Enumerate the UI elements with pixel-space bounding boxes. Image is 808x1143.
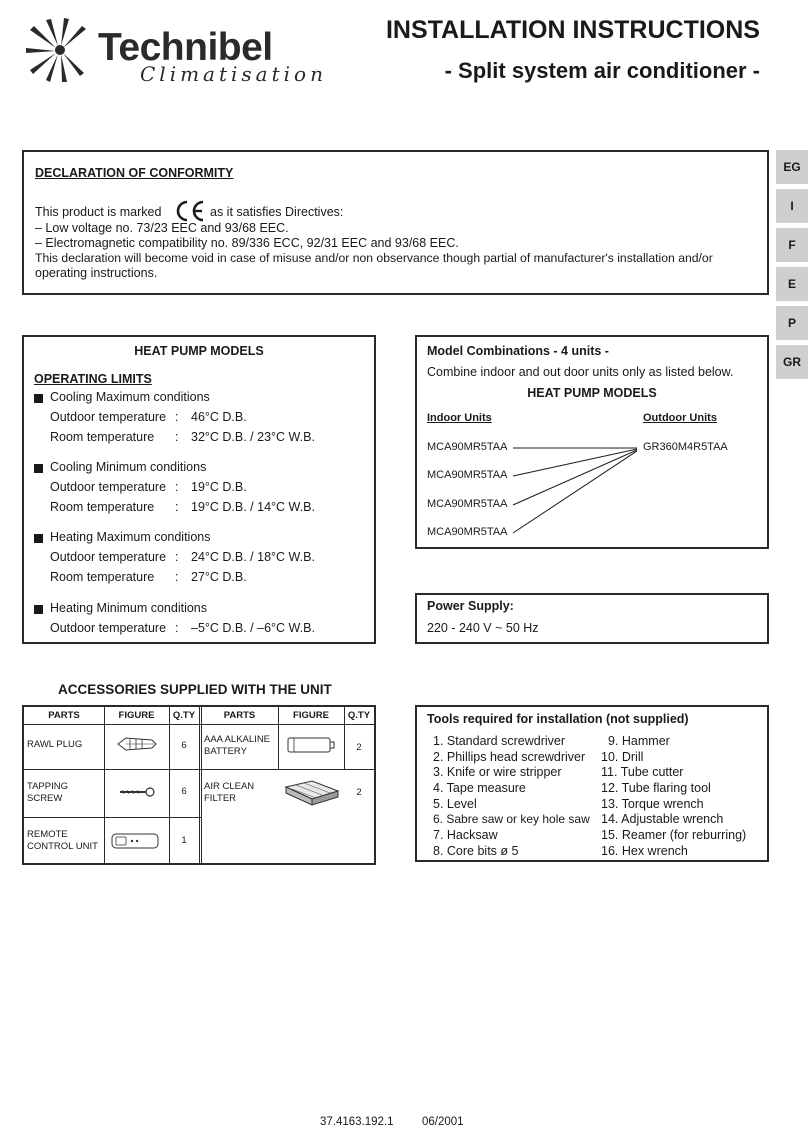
screw-figure xyxy=(118,785,158,799)
connection-line xyxy=(513,451,637,533)
tool-item: 8. Core bits ø 5 xyxy=(433,844,519,858)
document-footer xyxy=(320,1116,464,1128)
part-name: AIR CLEAN xyxy=(204,781,255,792)
part-name: TAPPING xyxy=(27,781,68,792)
limit-row-colon: : xyxy=(175,410,179,424)
operating-limits-heading: OPERATING LIMITS xyxy=(34,372,152,386)
connection-lines xyxy=(417,337,767,547)
connection-line xyxy=(513,450,637,505)
tool-item: 16. Hex wrench xyxy=(601,844,688,858)
limit-row-colon: : xyxy=(175,480,179,494)
tools-required xyxy=(415,705,769,862)
indoor-unit-model: MCA90MR5TAA xyxy=(427,498,508,510)
language-tab-i[interactable]: I xyxy=(776,189,808,223)
limit-row-value: 27°C D.B. xyxy=(191,570,247,584)
tool-item: 12. Tube flaring tool xyxy=(601,781,711,795)
power-supply-heading: Power Supply: xyxy=(427,599,514,613)
heat-pump-title: HEAT PUMP MODELS xyxy=(134,344,264,358)
part-name: RAWL PLUG xyxy=(27,739,83,750)
bullet-square-icon xyxy=(34,605,43,614)
header-figure: FIGURE xyxy=(118,710,155,721)
bullet-square-icon xyxy=(34,534,43,543)
brand-subtitle: Climatisation xyxy=(140,62,327,86)
bullet-square-icon xyxy=(34,464,43,473)
tool-item: 15. Reamer (for reburring) xyxy=(601,828,747,842)
battery-figure xyxy=(286,735,338,755)
document-date: 06/2001 xyxy=(421,1116,464,1128)
page-title: INSTALLATION INSTRUCTIONS xyxy=(385,16,760,44)
header-qty: Q.TY xyxy=(172,710,196,721)
part-name: CONTROL UNIT xyxy=(27,841,98,852)
part-qty: 2 xyxy=(356,742,362,753)
header-parts: PARTS xyxy=(223,710,256,721)
table-rule xyxy=(201,707,202,863)
model-combinations-subheading: HEAT PUMP MODELS xyxy=(527,386,657,400)
limit-row-colon: : xyxy=(175,550,179,564)
limit-row-colon: : xyxy=(175,621,179,635)
limit-row-value: 32°C D.B. / 23°C W.B. xyxy=(191,430,315,444)
tools-heading: Tools required for installation (not supplied) xyxy=(427,712,689,726)
language-tab-gr[interactable]: GR xyxy=(776,345,808,379)
limit-row-name: Outdoor temperature xyxy=(50,480,167,494)
limit-row-value: 24°C D.B. / 18°C W.B. xyxy=(191,550,315,564)
declaration-directives-text: as it satisfies Directives: xyxy=(210,205,344,219)
model-combinations-note: Combine indoor and out door units only as listed below. xyxy=(427,365,734,379)
page-subtitle: - Split system air conditioner - xyxy=(444,58,760,83)
declaration-emc: – Electromagnetic compatibility no. 89/336 ECC, 92/31 EEC and 93/68 EEC. xyxy=(35,236,459,250)
indoor-units-label: Indoor Units xyxy=(427,412,492,424)
part-qty: 1 xyxy=(181,835,187,846)
limit-section-label: Heating Maximum conditions xyxy=(50,530,211,544)
limit-row-value: 46°C D.B. xyxy=(191,410,247,424)
remote-control-figure xyxy=(110,831,162,851)
tool-item: 13. Torque wrench xyxy=(601,797,704,811)
limit-row-name: Outdoor temperature xyxy=(50,550,167,564)
language-tab-p[interactable]: P xyxy=(776,306,808,340)
table-rule xyxy=(24,817,201,818)
tool-item: 3. Knife or wire stripper xyxy=(433,765,562,779)
ce-mark-icon xyxy=(174,200,206,222)
accessories-table xyxy=(22,705,376,865)
limit-row-value: 19°C D.B. xyxy=(191,480,247,494)
part-name: REMOTE xyxy=(27,829,68,840)
document-code: 37.4163.192.1 xyxy=(320,1116,394,1128)
part-qty: 6 xyxy=(181,740,187,751)
tool-item: 9. Hammer xyxy=(608,734,670,748)
indoor-unit-model: MCA90MR5TAA xyxy=(427,526,508,538)
tool-item: 10. Drill xyxy=(601,750,644,764)
tool-item: 6. Sabre saw or key hole saw xyxy=(433,812,590,826)
declaration-marked-text: This product is marked xyxy=(35,205,162,219)
header-figure: FIGURE xyxy=(293,710,329,721)
brand-wordmark: Technibel xyxy=(98,26,273,69)
tool-item: 1. Standard screwdriver xyxy=(433,734,566,748)
limit-row-name: Room temperature xyxy=(50,430,155,444)
heat-pump-operating-limits xyxy=(22,335,376,644)
outdoor-units-label: Outdoor Units xyxy=(643,412,717,424)
declaration-void-note-cont: operating instructions. xyxy=(35,266,158,280)
declaration-heading: DECLARATION OF CONFORMITY xyxy=(35,166,234,180)
filter-figure xyxy=(282,777,342,809)
bullet-square-icon xyxy=(34,394,43,403)
table-rule xyxy=(104,707,105,863)
limit-row-colon: : xyxy=(175,570,179,584)
declaration-low-voltage: – Low voltage no. 73/23 EEC and 93/68 EEC. xyxy=(35,221,289,235)
model-combinations xyxy=(415,335,769,549)
power-supply-value: 220 - 240 V ~ 50 Hz xyxy=(427,621,539,635)
limit-section-label: Cooling Maximum conditions xyxy=(50,390,210,404)
tool-item: 14. Adjustable wrench xyxy=(601,812,724,826)
tool-item: 4. Tape measure xyxy=(433,781,526,795)
header-qty: Q.TY xyxy=(347,710,371,721)
part-qty: 2 xyxy=(356,787,362,798)
limit-row-value: 19°C D.B. / 14°C W.B. xyxy=(191,500,315,514)
connection-line xyxy=(513,449,637,476)
tool-item: 11. Tube cutter xyxy=(601,765,684,779)
part-name: FILTER xyxy=(204,793,237,804)
accessories-title: ACCESSORIES SUPPLIED WITH THE UNIT xyxy=(58,682,332,697)
limit-row-value: –5°C D.B. / –6°C W.B. xyxy=(191,621,315,635)
header-parts: PARTS xyxy=(48,710,80,721)
part-qty: 6 xyxy=(181,786,187,797)
limit-row-colon: : xyxy=(175,500,179,514)
limit-row-name: Outdoor temperature xyxy=(50,410,167,424)
part-name: SCREW xyxy=(27,793,63,804)
language-tab-eg[interactable]: EG xyxy=(776,150,808,184)
tool-item: 5. Level xyxy=(433,797,477,811)
limit-row-name: Room temperature xyxy=(50,500,155,514)
language-tab-e[interactable]: E xyxy=(776,267,808,301)
declaration-of-conformity xyxy=(22,150,769,295)
limit-row-name: Outdoor temperature xyxy=(50,621,167,635)
limit-row-name: Room temperature xyxy=(50,570,155,584)
outdoor-unit-model: GR360M4R5TAA xyxy=(643,441,728,453)
power-supply xyxy=(415,593,769,644)
tool-item: 7. Hacksaw xyxy=(433,828,498,842)
rawl-plug-figure xyxy=(116,735,160,753)
limit-row-colon: : xyxy=(175,430,179,444)
indoor-unit-model: MCA90MR5TAA xyxy=(427,469,508,481)
table-rule xyxy=(199,707,200,863)
part-name: AAA ALKALINE xyxy=(204,734,271,745)
tool-item: 2. Phillips head screwdriver xyxy=(433,750,586,764)
part-name: BATTERY xyxy=(204,746,247,757)
model-combinations-heading: Model Combinations - 4 units - xyxy=(427,344,609,358)
declaration-void-note: This declaration will become void in case of misuse and/or non observance though partial of manufacturer's installation and/or xyxy=(35,251,713,265)
indoor-unit-model: MCA90MR5TAA xyxy=(427,441,508,453)
limit-section-label: Heating Minimum conditions xyxy=(50,601,208,615)
language-tab-f[interactable]: F xyxy=(776,228,808,262)
limit-section-label: Cooling Minimum conditions xyxy=(50,460,207,474)
sunburst-logo-icon xyxy=(26,18,86,82)
